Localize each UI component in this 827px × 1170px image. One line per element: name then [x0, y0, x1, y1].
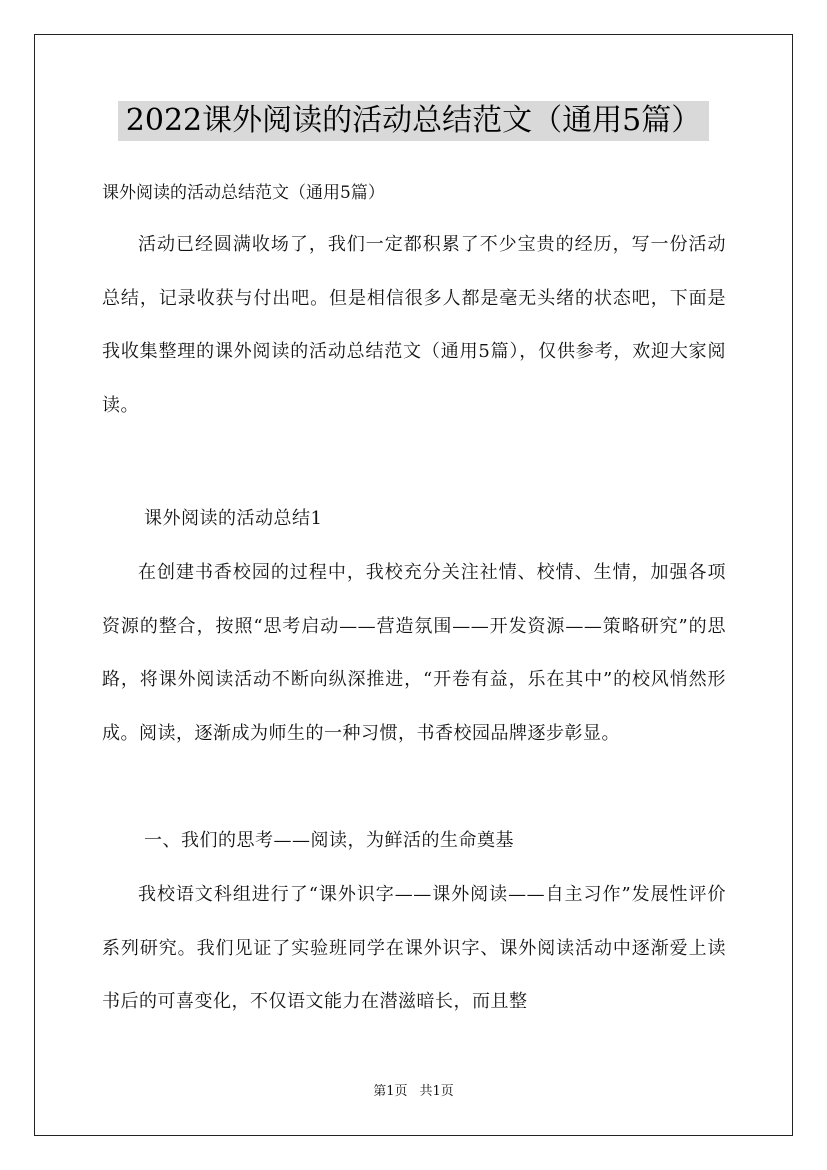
section-heading: 课外阅读的活动总结1	[144, 508, 323, 529]
subheading-1: 一、我们的思考——阅读，为鲜活的生命奠基	[144, 830, 514, 851]
body-paragraph-2: 我校语文科组进行了“课外识字——课外阅读——自主习作”发展性评价系列研究。我们见证了实验班同学在课外识字、课外阅读活动中逐渐爱上读书后的可喜变化，不仅语文能力在潜滋暗长，而且整	[102, 884, 726, 1012]
page-footer	[0, 1083, 827, 1101]
document-subtitle: 课外阅读的活动总结范文（通用5篇）	[102, 183, 385, 203]
intro-paragraph: 活动已经圆满收场了，我们一定都积累了不少宝贵的经历，写一份活动总结，记录收获与付出吧。但是相信很多人都是毫无头绪的状态吧，下面是我收集整理的课外阅读的活动总结范文（通用5篇），仅供参考，欢迎大家阅读。	[102, 234, 726, 416]
page-number: 第1页	[373, 1084, 408, 1099]
body-paragraph-1: 在创建书香校园的过程中，我校充分关注社情、校情、生情，加强各项资源的整合，按照“思考启动——营造氛围——开发资源——策略研究”的思路，将课外阅读活动不断向纵深推进，“开卷有益，乐在其中”的校风悄然形成。阅读，逐渐成为师生的一种习惯，书香校园品牌逐步彰显。	[102, 562, 726, 744]
document-title: 2022课外阅读的活动总结范文（通用5篇）	[118, 101, 709, 141]
page-total: 共1页	[419, 1084, 454, 1099]
